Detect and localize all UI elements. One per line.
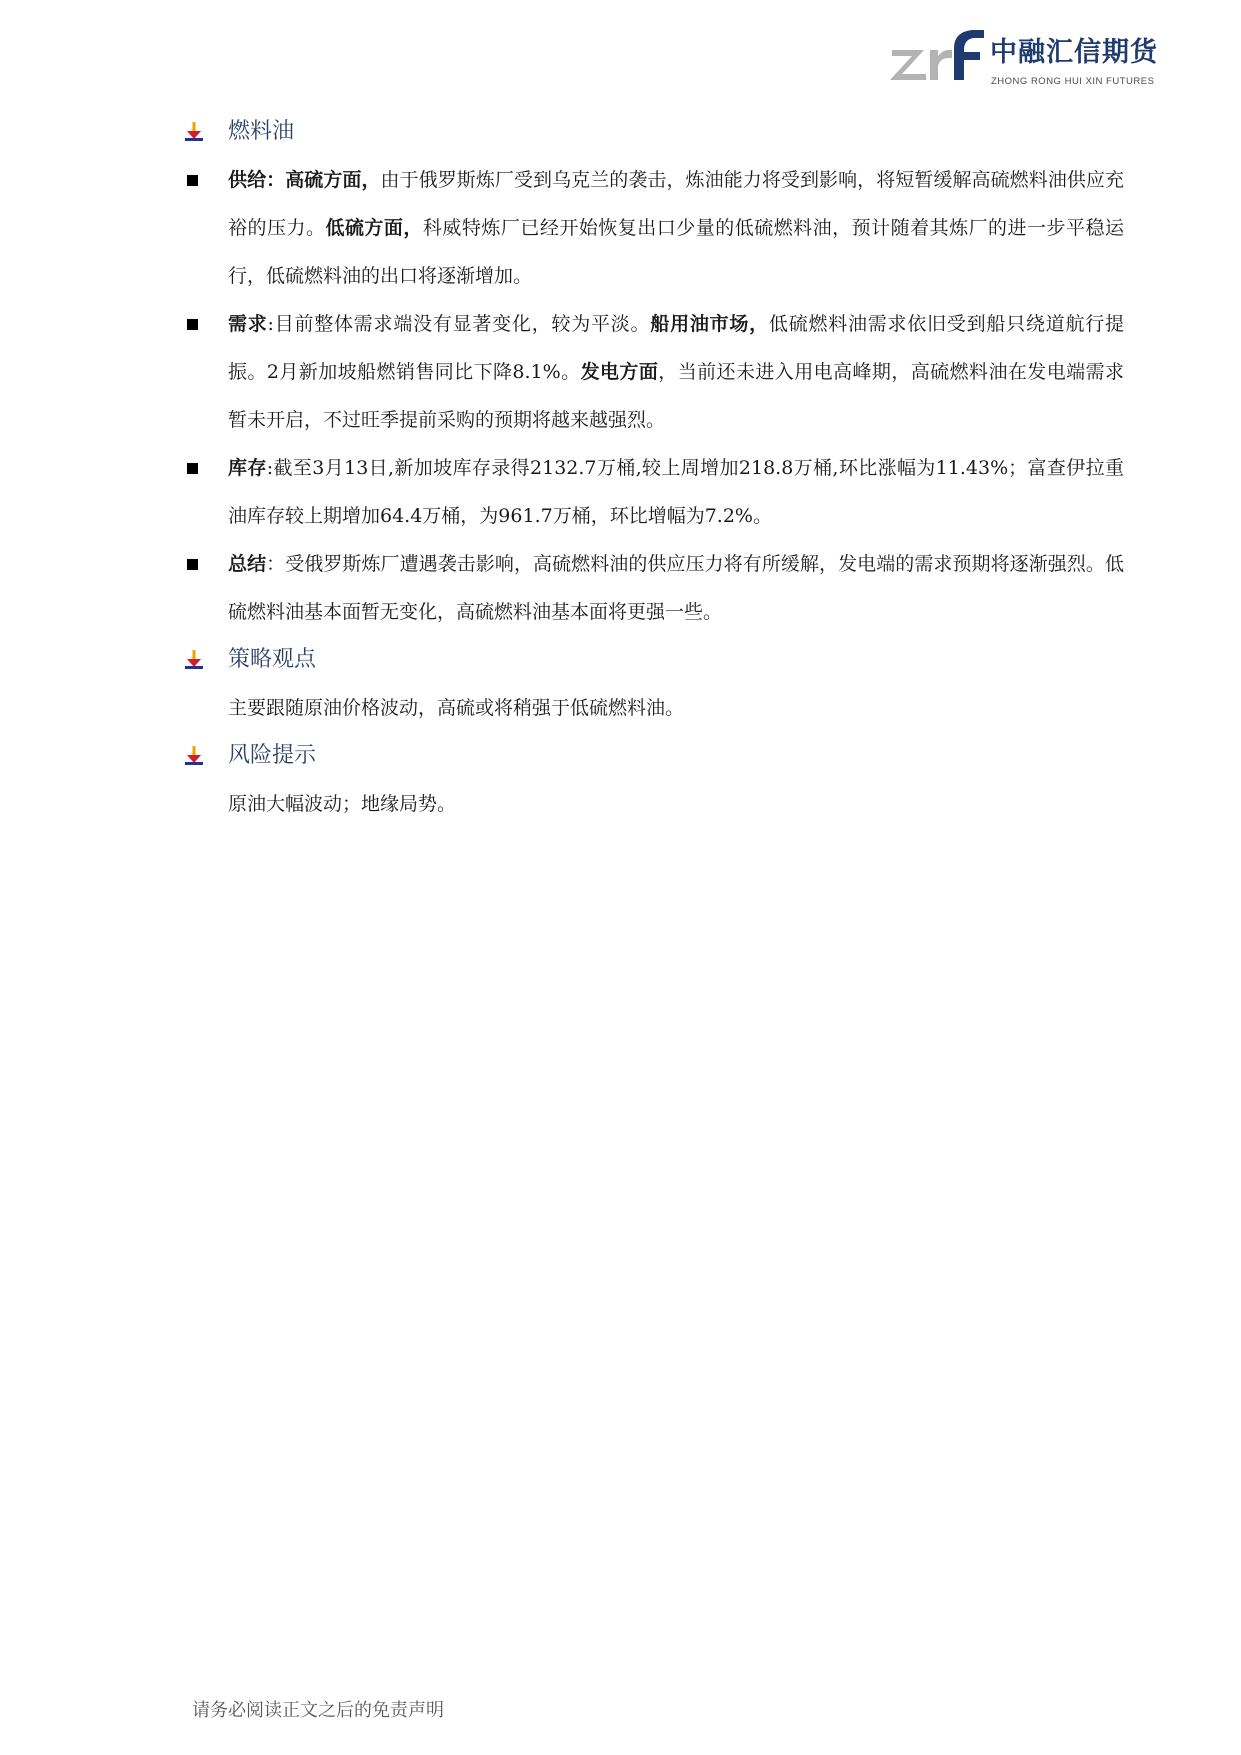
summary-paragraph xyxy=(184,540,1124,636)
power-generation-label: 发电方面 xyxy=(580,361,659,383)
supply-label: 供给： xyxy=(228,169,286,191)
high-sulfur-label: 高硫方面， xyxy=(285,169,381,191)
logo-chinese-name: 中融汇信期货 xyxy=(990,37,1158,68)
company-logo xyxy=(888,28,1188,94)
high-sulfur-text: 由于俄罗斯炼厂受到乌克兰的袭击，炼油能力将受到影响，将短暂缓解高硫燃料油供应充裕的压力。 xyxy=(228,169,1124,239)
section-heading-fuel-oil xyxy=(184,108,1124,156)
footer-disclaimer: 请务必阅读正文之后的免责声明 xyxy=(192,1700,444,1721)
section-heading-strategy xyxy=(184,636,1124,684)
heading-arrow-icon xyxy=(184,746,204,766)
marine-fuel-text: 低硫燃料油需求依旧受到船只绕道航行提振。2月新加坡船燃销售同比下降8.1%。 xyxy=(228,313,1124,383)
zrf-logo-icon xyxy=(888,28,986,94)
logo-english-name: ZHONG RONG HUI XIN FUTURES xyxy=(991,76,1155,87)
summary-label: 总结 xyxy=(228,553,267,575)
demand-text: :目前整体需求端没有显著变化，较为平淡。 xyxy=(267,313,651,335)
square-bullet-icon xyxy=(187,175,198,186)
square-bullet-icon xyxy=(187,463,198,474)
summary-text: ：受俄罗斯炼厂遭遇袭击影响，高硫燃料油的供应压力将有所缓解，发电端的需求预期将逐渐强烈。低硫燃料油基本面暂无变化，高硫燃料油基本面将更强一些。 xyxy=(228,553,1124,623)
inventory-label: 库存 xyxy=(228,457,267,479)
low-sulfur-text: 科威特炼厂已经开始恢复出口少量的低硫燃料油，预计随着其炼厂的进一步平稳运行，低硫燃料油的出口将逐渐增加。 xyxy=(228,217,1124,287)
inventory-paragraph xyxy=(184,444,1124,540)
heading-arrow-icon xyxy=(184,650,204,670)
power-generation-text: ，当前还未进入用电高峰期，高硫燃料油在发电端需求暂未开启，不过旺季提前采购的预期将越来越强烈。 xyxy=(228,361,1124,431)
low-sulfur-label: 低硫方面， xyxy=(325,217,423,239)
strategy-text: 主要跟随原油价格波动，高硫或将稍强于低硫燃料油。 xyxy=(228,697,685,719)
report-content xyxy=(184,108,1124,828)
demand-paragraph xyxy=(184,300,1124,444)
section-title: 燃料油 xyxy=(228,119,295,144)
inventory-text: :截至3月13日,新加坡库存录得2132.7万桶,较上周增加218.8万桶,环比涨幅为11.43%；富查伊拉重油库存较上期增加64.4万桶，为961.7万桶，环比增幅为7.2%。 xyxy=(228,457,1124,527)
square-bullet-icon xyxy=(187,319,198,330)
section-title: 策略观点 xyxy=(228,647,317,672)
section-title: 风险提示 xyxy=(228,743,317,768)
supply-paragraph xyxy=(184,156,1124,300)
marine-fuel-label: 船用油市场， xyxy=(650,313,769,335)
heading-arrow-icon xyxy=(184,122,204,142)
demand-label: 需求 xyxy=(228,313,268,335)
section-heading-risk xyxy=(184,732,1124,780)
risk-text: 原油大幅波动；地缘局势。 xyxy=(228,793,457,815)
square-bullet-icon xyxy=(187,559,198,570)
